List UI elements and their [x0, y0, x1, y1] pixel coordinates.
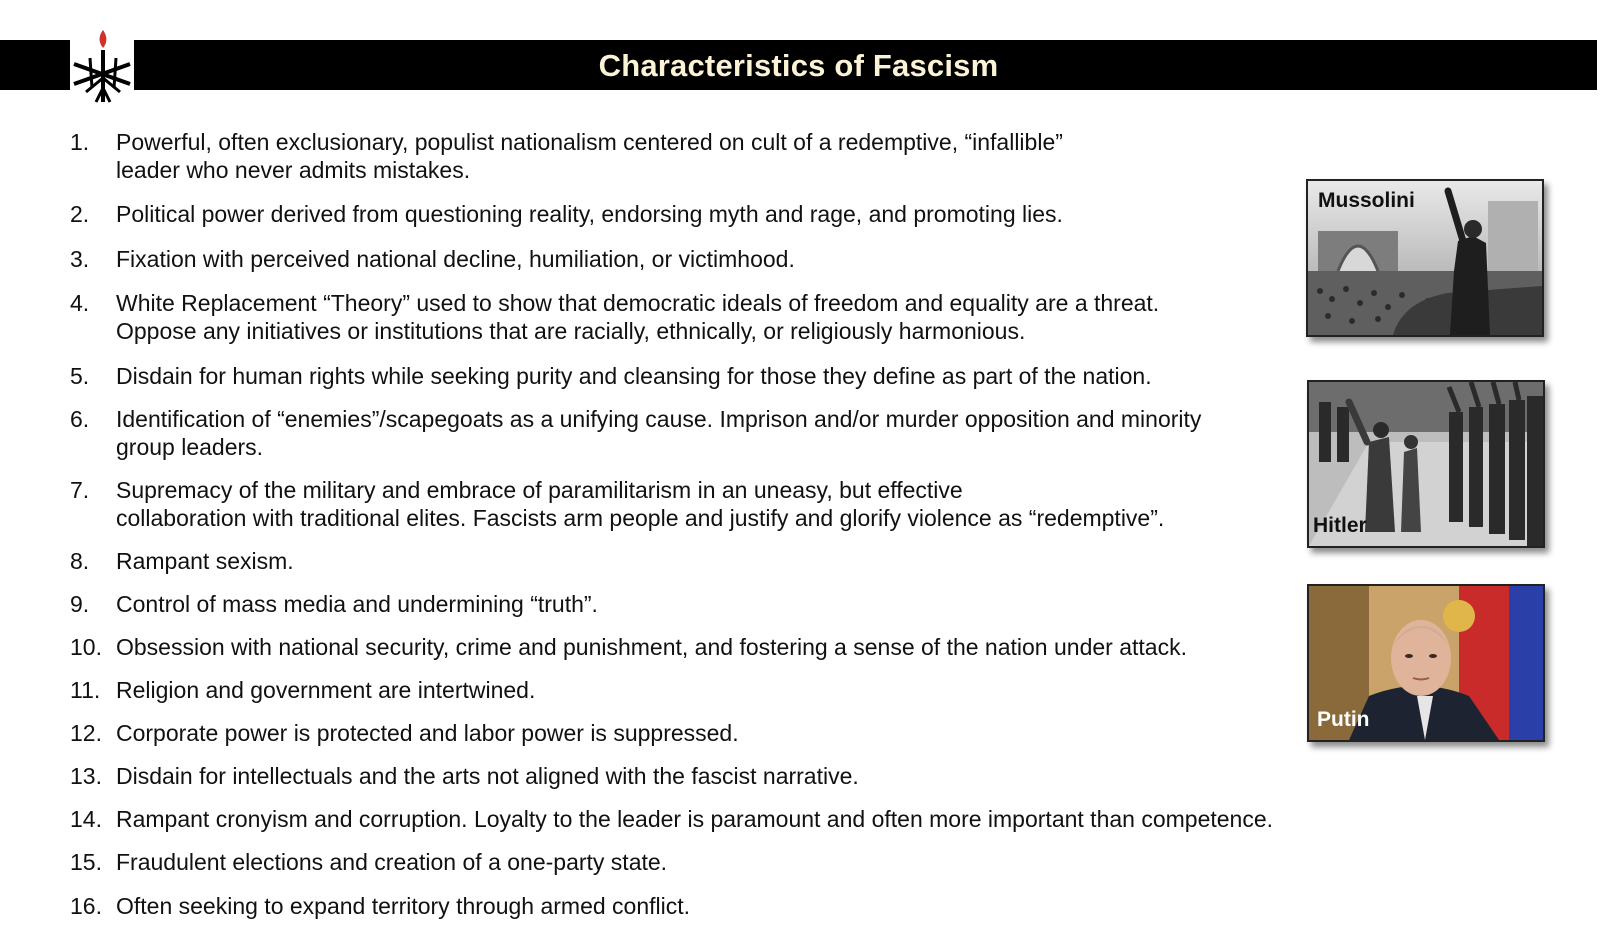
- photo-caption: Putin: [1317, 708, 1370, 731]
- item-text: Identification of “enemies”/scapegoats as a unifying cause. Imprison and/or murder opposition and minority group leaders.: [116, 406, 1202, 460]
- item-number: 10.: [70, 634, 102, 660]
- item-number: 15.: [70, 849, 102, 875]
- item-number: 6.: [70, 406, 90, 432]
- item-text: Obsession with national security, crime and punishment, and fostering a sense of the nation under attack.: [116, 634, 1187, 660]
- item-text: White Replacement “Theory” used to show that democratic ideals of freedom and equality are a threat. Oppose any initiatives or institutions that are racially, ethnically, or religiously harmonious.: [116, 290, 1160, 344]
- item-number: 13.: [70, 763, 102, 789]
- item-text: Religion and government are intertwined.: [116, 677, 536, 703]
- item-number: 1.: [70, 129, 90, 155]
- item-text: Supremacy of the military and embrace of paramilitarism in an uneasy, but effective collaboration with traditional elites. Fascists arm people and justify and glorify violence as “redemptive”.: [116, 477, 1165, 531]
- item-text: Corporate power is protected and labor power is suppressed.: [116, 720, 739, 746]
- item-text: Rampant sexism.: [116, 548, 294, 574]
- item-number: 4.: [70, 290, 90, 316]
- page-title-text: Characteristics of Fascism: [598, 48, 999, 83]
- item-number: 3.: [70, 246, 90, 272]
- item-number: 8.: [70, 548, 90, 574]
- item-text: Powerful, often exclusionary, populist nationalism centered on cult of a redemptive, “infallible” leader who never admits mistakes.: [116, 129, 1063, 183]
- item-text: Disdain for human rights while seeking purity and cleansing for those they define as part of the nation.: [116, 363, 1152, 389]
- item-text: Rampant cronyism and corruption. Loyalty to the leader is paramount and often more important than competence.: [116, 806, 1274, 832]
- photo-caption: Mussolini: [1318, 189, 1415, 212]
- item-text: Fixation with perceived national decline, humiliation, or victimhood.: [116, 246, 795, 272]
- item-number: 12.: [70, 720, 102, 746]
- item-number: 9.: [70, 591, 90, 617]
- hitler-photo: [1307, 380, 1545, 548]
- item-number: 7.: [70, 477, 90, 503]
- item-text: Disdain for intellectuals and the arts not aligned with the fascist narrative.: [116, 763, 859, 789]
- mussolini-photo: [1306, 179, 1544, 337]
- item-number: 2.: [70, 201, 90, 227]
- item-text: Often seeking to expand territory through armed conflict.: [116, 893, 691, 919]
- item-number: 5.: [70, 363, 90, 389]
- item-number: 16.: [70, 893, 102, 919]
- item-text: Control of mass media and undermining “truth”.: [116, 591, 598, 617]
- item-number: 14.: [70, 806, 102, 832]
- item-text: Fraudulent elections and creation of a one-party state.: [116, 849, 668, 875]
- photo-caption: Hitler: [1313, 514, 1367, 537]
- item-number: 11.: [70, 677, 101, 703]
- item-text: Political power derived from questioning reality, endorsing myth and rage, and promoting lies.: [116, 201, 1063, 227]
- putin-photo: [1307, 584, 1545, 742]
